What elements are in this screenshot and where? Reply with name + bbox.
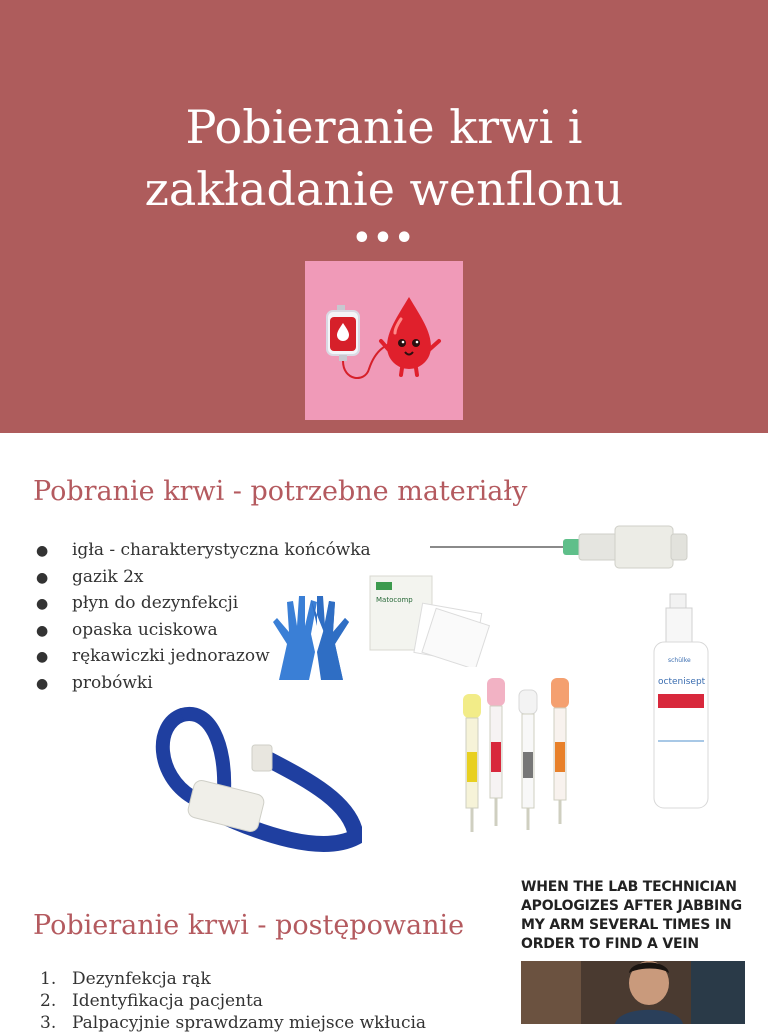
list-item-text: opaska uciskowa (72, 619, 218, 640)
list-item (40, 968, 426, 990)
bottle-brand: schülke (668, 657, 691, 664)
step-text: Identyfikacja pacjenta (72, 991, 263, 1011)
blood-tubes-image (455, 672, 580, 840)
gauze-image (368, 572, 490, 667)
slide-title (0, 96, 768, 220)
list-item-text: gazik 2x (72, 566, 144, 587)
procedure-steps (40, 968, 426, 1034)
slide-title-line-1: Pobieranie krwi i (185, 100, 583, 154)
list-item-text: probówki (72, 672, 153, 693)
meme-caption: WHEN THE LAB TECHNICIAN APOLOGIZES AFTER JABBING MY ARM SEVERAL TIMES IN ORDER TO FIND A VEIN (521, 879, 742, 952)
procedure-heading: Pobieranie krwi - postępowanie (33, 910, 465, 941)
list-item (40, 990, 426, 1012)
gloves-image (265, 592, 357, 684)
ellipsis-dots: ••• (352, 221, 416, 256)
list-item: ● probówki (36, 672, 153, 693)
step-number: 3. (40, 1013, 57, 1033)
slide-title-line-2: zakładanie wenflonu (144, 162, 624, 216)
bottle-product-name: octenisept (658, 677, 706, 687)
list-item (40, 1012, 426, 1034)
blood-drop-mascot-icon (381, 297, 439, 375)
step-number: 2. (40, 991, 57, 1011)
disinfectant-bottle-image (650, 590, 712, 812)
meme-image (513, 872, 749, 1024)
title-illustration (305, 261, 463, 420)
materials-heading: Pobranie krwi - potrzebne materiały (33, 476, 528, 507)
list-item: ● rękawiczki jednorazow (36, 646, 270, 667)
list-item-text: igła - charakterystyczna końcówka (72, 540, 371, 560)
step-number: 1. (40, 969, 57, 989)
meme-photo (521, 961, 745, 1024)
step-text: Dezynfekcja rąk (72, 969, 211, 989)
list-item: ● igła - charakterystyczna końcówka (36, 540, 371, 560)
list-item: ● płyn do dezynfekcji (36, 593, 239, 614)
needle-holder-image (425, 520, 700, 575)
list-item: ● opaska uciskowa (36, 619, 218, 640)
list-item-text: rękawiczki jednorazow (72, 646, 270, 667)
gauze-label: Matocomp (376, 596, 413, 604)
list-item-text: płyn do dezynfekcji (72, 593, 239, 614)
tourniquet-image (152, 705, 362, 855)
list-item: ● gazik 2x (36, 566, 144, 587)
step-text: Palpacyjnie sprawdzamy miejsce wkłucia (72, 1013, 427, 1033)
title-slide (0, 0, 768, 433)
